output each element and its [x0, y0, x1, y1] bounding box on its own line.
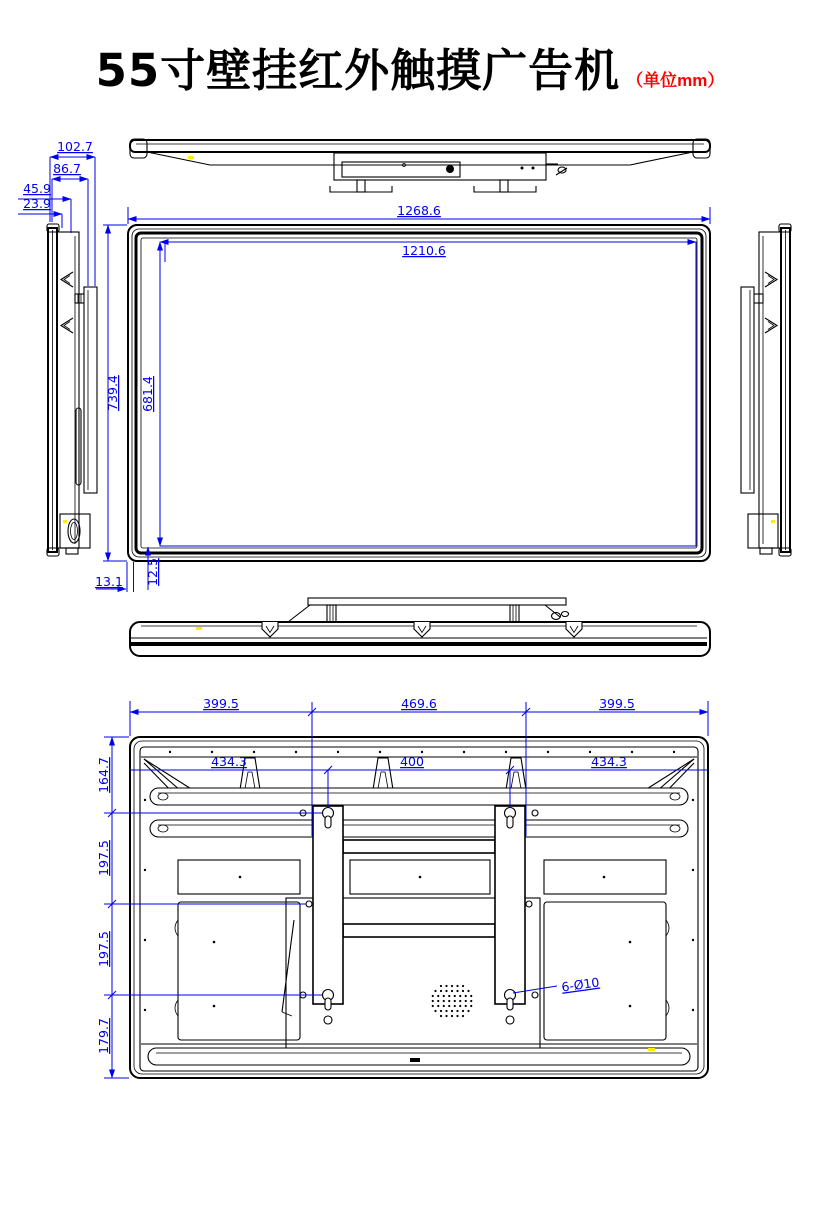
dim-depth-front: 23.9: [23, 196, 51, 211]
back-view: [130, 737, 708, 1078]
dim-overall-height: 739.4: [105, 375, 120, 411]
dim-back-top-right: 399.5: [599, 696, 635, 711]
dim-back-mid-left: 434.3: [211, 754, 247, 769]
speaker-grille: [432, 985, 473, 1017]
screen-active-area: [160, 242, 696, 546]
drawing-title: 55寸壁挂红外触摸广告机: [95, 44, 621, 97]
dim-back-mid-center: 400: [400, 754, 424, 769]
front-view-dimensions: [95, 203, 710, 592]
vesa-rails: [300, 806, 538, 1024]
dim-depth-total: 102.7: [57, 139, 93, 154]
front-view: [128, 225, 710, 561]
dim-back-left-1: 164.7: [96, 757, 111, 793]
dim-back-left-4: 179.7: [96, 1018, 111, 1054]
right-side-view: [741, 224, 791, 556]
dim-overall-width: 1268.6: [397, 203, 441, 218]
unit-note: （单位mm）: [626, 71, 725, 90]
top-profile-view: [130, 139, 710, 192]
left-side-view: [47, 224, 97, 556]
dim-back-top-left: 399.5: [203, 696, 239, 711]
top-screw-dots: [169, 751, 675, 753]
dim-back-left-3: 197.5: [96, 931, 111, 967]
dim-mount-holes-note: 6-Ø10: [560, 974, 601, 995]
dim-depth-body: 86.7: [53, 161, 81, 176]
interior-panels: [175, 860, 669, 1062]
dim-back-top-center: 469.6: [401, 696, 437, 711]
bottom-profile-view: [130, 598, 710, 656]
back-bottom-strip: [141, 1044, 697, 1065]
dim-screen-inset-bottom: 12.5: [145, 558, 160, 586]
back-view-dimensions: [96, 696, 708, 1078]
dim-back-left-2: 197.5: [96, 840, 111, 876]
dim-depth-mid: 45.9: [23, 181, 51, 196]
dim-screen-width: 1210.6: [402, 243, 446, 258]
dim-screen-height: 681.4: [140, 376, 155, 412]
dim-bezel-bottom: 13.1: [95, 574, 123, 589]
dim-back-mid-right: 434.3: [591, 754, 627, 769]
